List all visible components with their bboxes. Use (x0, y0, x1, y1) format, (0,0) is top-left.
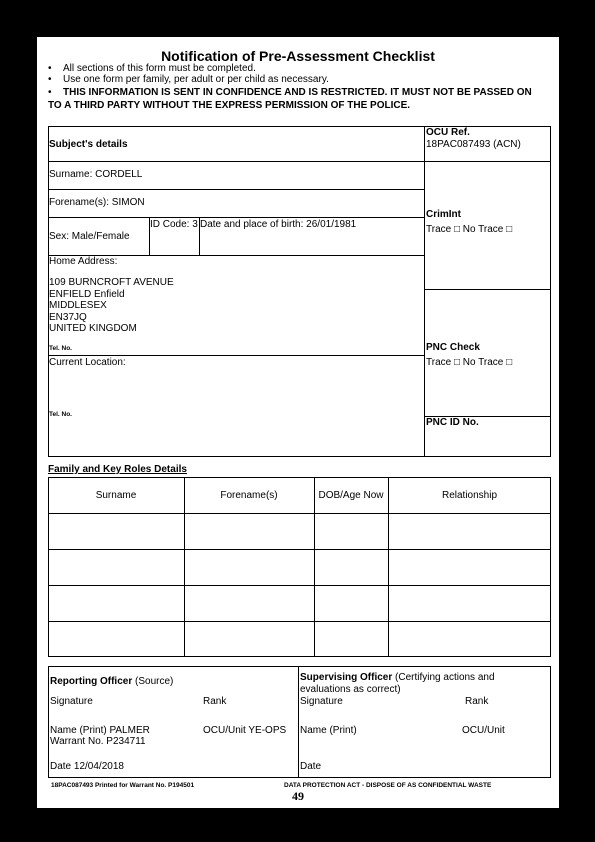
forenames-field: Forename(s): SIMON (49, 197, 145, 208)
divider (314, 477, 315, 657)
divider (48, 355, 424, 356)
divider (48, 621, 551, 622)
sup-signature-label: Signature (300, 696, 343, 707)
crimint-label: CrimInt (426, 209, 461, 220)
divider (388, 477, 389, 657)
footer-left: 18PAC087493 Printed for Warrant No. P194501 (51, 782, 195, 789)
rank-label: Rank (203, 696, 227, 707)
surname-field: Surname: CORDELL (49, 169, 143, 180)
column-header: Relationship (441, 490, 498, 501)
reporting-officer-title: Reporting Officer (50, 676, 133, 687)
sex-field: Sex: Male/Female (49, 231, 130, 242)
tel-label: Tel. No. (49, 345, 72, 352)
supervising-officer-heading (300, 672, 495, 683)
divider (298, 666, 299, 778)
column-header: Surname (95, 490, 137, 501)
divider (48, 217, 424, 218)
bullet-text-3: THIS INFORMATION IS SENT IN CONFIDENCE AND IS RESTRICTED. IT MUST NOT BE PASSED ON (63, 87, 532, 98)
sup-name-field: Name (Print) (300, 725, 357, 736)
id-code-field: ID Code: 3 (150, 219, 198, 230)
ocu-unit-field: OCU/Unit YE-OPS (203, 725, 287, 736)
bullet-text-2: Use one form per family, per adult or per child as necessary. (63, 74, 329, 85)
column-header: Forename(s) (220, 490, 278, 501)
divider (48, 549, 551, 550)
address-line: MIDDLESEX (49, 300, 107, 311)
bullet-symbol: • (48, 87, 52, 98)
column-header: DOB/Age Now (318, 490, 384, 501)
home-address-block (49, 277, 174, 335)
crimint-trace: Trace □ No Trace □ (426, 224, 513, 235)
ocu-ref-label: OCU Ref. (426, 127, 470, 138)
home-address-label: Home Address: (49, 256, 118, 267)
signature-label: Signature (50, 696, 93, 707)
pnc-id-label: PNC ID No. (426, 417, 479, 428)
name-print-field: Name (Print) PALMER (50, 725, 150, 736)
ocu-ref-value: 18PAC087493 (ACN) (426, 139, 521, 150)
address-line: UNITED KINGDOM (49, 323, 137, 334)
date-field: Date 12/04/2018 (50, 761, 124, 772)
pnc-trace: Trace □ No Trace □ (426, 357, 513, 368)
bullet-symbol: • (48, 74, 52, 85)
family-heading: Family and Key Roles Details (48, 464, 187, 475)
dob-place-field: Date and place of birth: 26/01/1981 (200, 219, 357, 230)
supervising-officer-title: Supervising Officer (300, 672, 393, 683)
sup-date-field: Date (300, 761, 322, 772)
divider (48, 161, 551, 162)
bullet-symbol: • (48, 63, 52, 74)
address-line: EN37JQ (49, 311, 87, 323)
form-page (37, 37, 559, 808)
form-title: Notification of Pre-Assessment Checklist (161, 48, 435, 64)
sup-ocu-field: OCU/Unit (462, 725, 505, 736)
subject-details-heading: Subject's details (49, 139, 128, 150)
divider (424, 126, 425, 457)
family-table (48, 477, 551, 657)
address-line: ENFIELD Enfield (49, 288, 125, 300)
supervising-officer-sub: evaluations as correct) (300, 684, 401, 695)
bullet-text-1: All sections of this form must be completed. (63, 63, 256, 74)
bullet-text-4: TO A THIRD PARTY WITHOUT THE EXPRESS PERMISSION OF THE POLICE. (48, 100, 411, 111)
divider (48, 585, 551, 586)
pnc-check-label: PNC Check (426, 342, 480, 353)
divider (184, 477, 185, 657)
page-number: 49 (292, 789, 304, 803)
sup-rank-label: Rank (465, 696, 489, 707)
address-line: 109 BURNCROFT AVENUE (49, 277, 174, 288)
reporting-officer-sub: (Source) (135, 676, 174, 687)
current-location-label: Current Location: (49, 357, 126, 368)
supervising-officer-sub: (Certifying actions and (395, 672, 495, 683)
reporting-officer-heading (50, 676, 173, 687)
divider (48, 189, 424, 190)
divider (424, 289, 551, 290)
footer-right: DATA PROTECTION ACT - DISPOSE OF AS CONFIDENTIAL WASTE (284, 782, 492, 789)
divider (48, 513, 551, 514)
tel-label: Tel. No. (49, 411, 72, 418)
warrant-field: Warrant No. P234711 (50, 736, 146, 747)
